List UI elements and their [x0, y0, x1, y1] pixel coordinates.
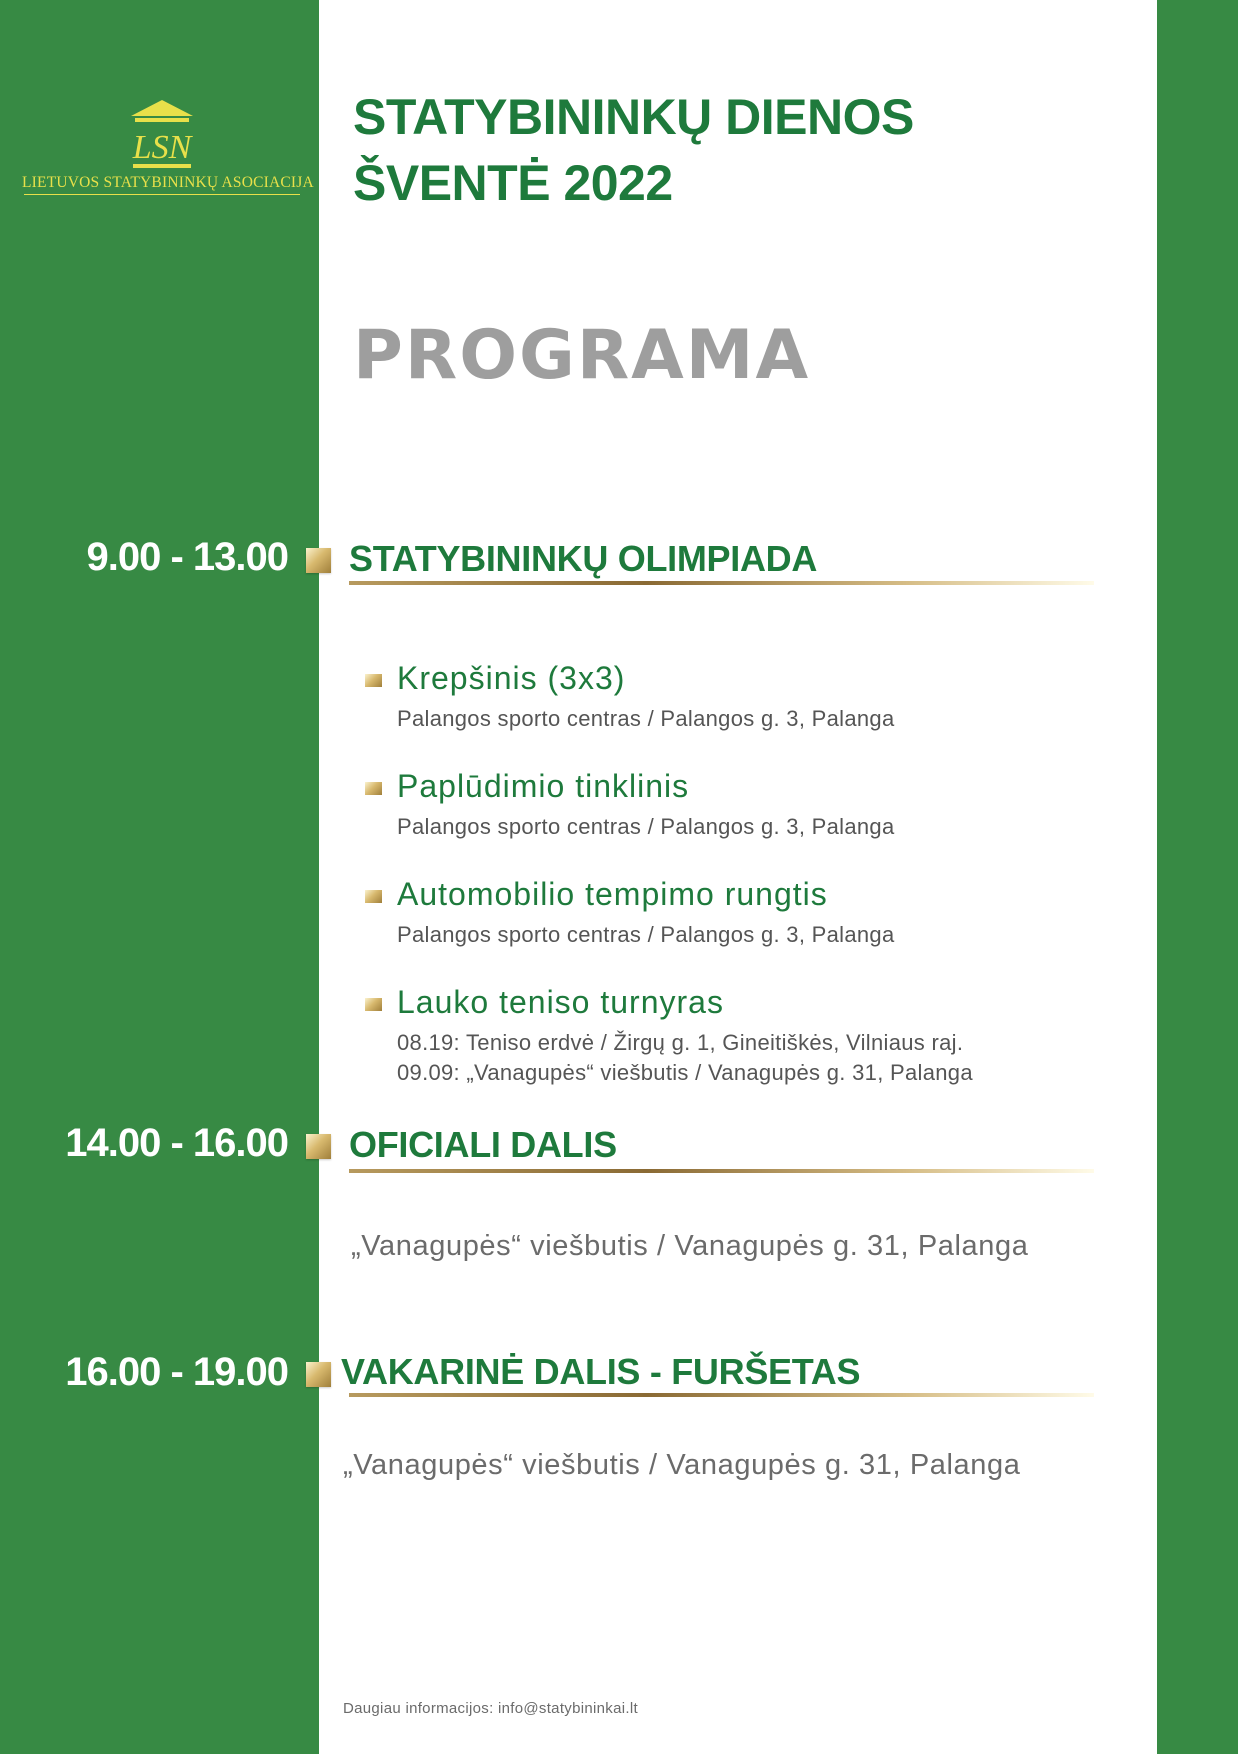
building-monogram-icon — [127, 98, 197, 170]
title-line-1: STATYBININKŲ DIENOS — [353, 89, 914, 145]
gold-bullet-icon — [365, 782, 382, 795]
page-title — [353, 84, 914, 216]
item-location: Palangos sporto centras / Palangos g. 3, Palanga — [397, 814, 895, 839]
section-time: 16.00 - 19.00 — [65, 1350, 288, 1394]
item-location — [397, 1028, 973, 1088]
association-logo — [22, 98, 314, 195]
item-name: Lauko teniso turnyras — [397, 984, 724, 1020]
logo-text: LIETUVOS STATYBININKŲ ASOCIACIJA — [22, 174, 314, 191]
gold-bullet-icon — [306, 1134, 331, 1159]
gold-divider — [349, 1393, 1094, 1397]
logo-divider — [24, 194, 300, 195]
gold-bullet-icon — [365, 674, 382, 687]
section-title: OFICIALI DALIS — [349, 1124, 617, 1165]
right-green-band — [1157, 0, 1238, 1754]
item-name: Paplūdimio tinklinis — [397, 768, 690, 804]
title-line-2: ŠVENTĖ 2022 — [353, 155, 673, 211]
item-name: Krepšinis (3x3) — [397, 660, 626, 696]
logo-monogram: LSN — [132, 129, 192, 166]
section-title: VAKARINĖ DALIS - FURŠETAS — [341, 1351, 861, 1392]
section-location: „Vanagupės“ viešbutis / Vanagupės g. 31, Palanga — [343, 1449, 1021, 1481]
item-location-line-1: 08.19: Teniso erdvė / Žirgų g. 1, Gineitiškės, Vilniaus raj. — [397, 1030, 964, 1055]
item-location: Palangos sporto centras / Palangos g. 3, Palanga — [397, 706, 895, 731]
gold-bullet-icon — [306, 1362, 331, 1387]
item-name: Automobilio tempimo rungtis — [397, 876, 828, 912]
gold-bullet-icon — [306, 548, 331, 573]
section-time: 9.00 - 13.00 — [86, 535, 288, 579]
left-green-band — [0, 0, 319, 1754]
section-time: 14.00 - 16.00 — [65, 1121, 288, 1165]
gold-divider — [349, 1169, 1094, 1173]
section-title: STATYBININKŲ OLIMPIADA — [349, 538, 818, 579]
item-location-line-2: 09.09: „Vanagupės“ viešbutis / Vanagupės g. 31, Palanga — [397, 1060, 973, 1085]
footer-contact: Daugiau informacijos: info@statybininkai.lt — [343, 1700, 638, 1717]
gold-divider — [349, 581, 1094, 585]
section-location: „Vanagupės“ viešbutis / Vanagupės g. 31, Palanga — [351, 1230, 1029, 1262]
item-location: Palangos sporto centras / Palangos g. 3, Palanga — [397, 922, 895, 947]
program-heading: PROGRAMA — [353, 316, 811, 395]
gold-bullet-icon — [365, 890, 382, 903]
gold-bullet-icon — [365, 998, 382, 1011]
